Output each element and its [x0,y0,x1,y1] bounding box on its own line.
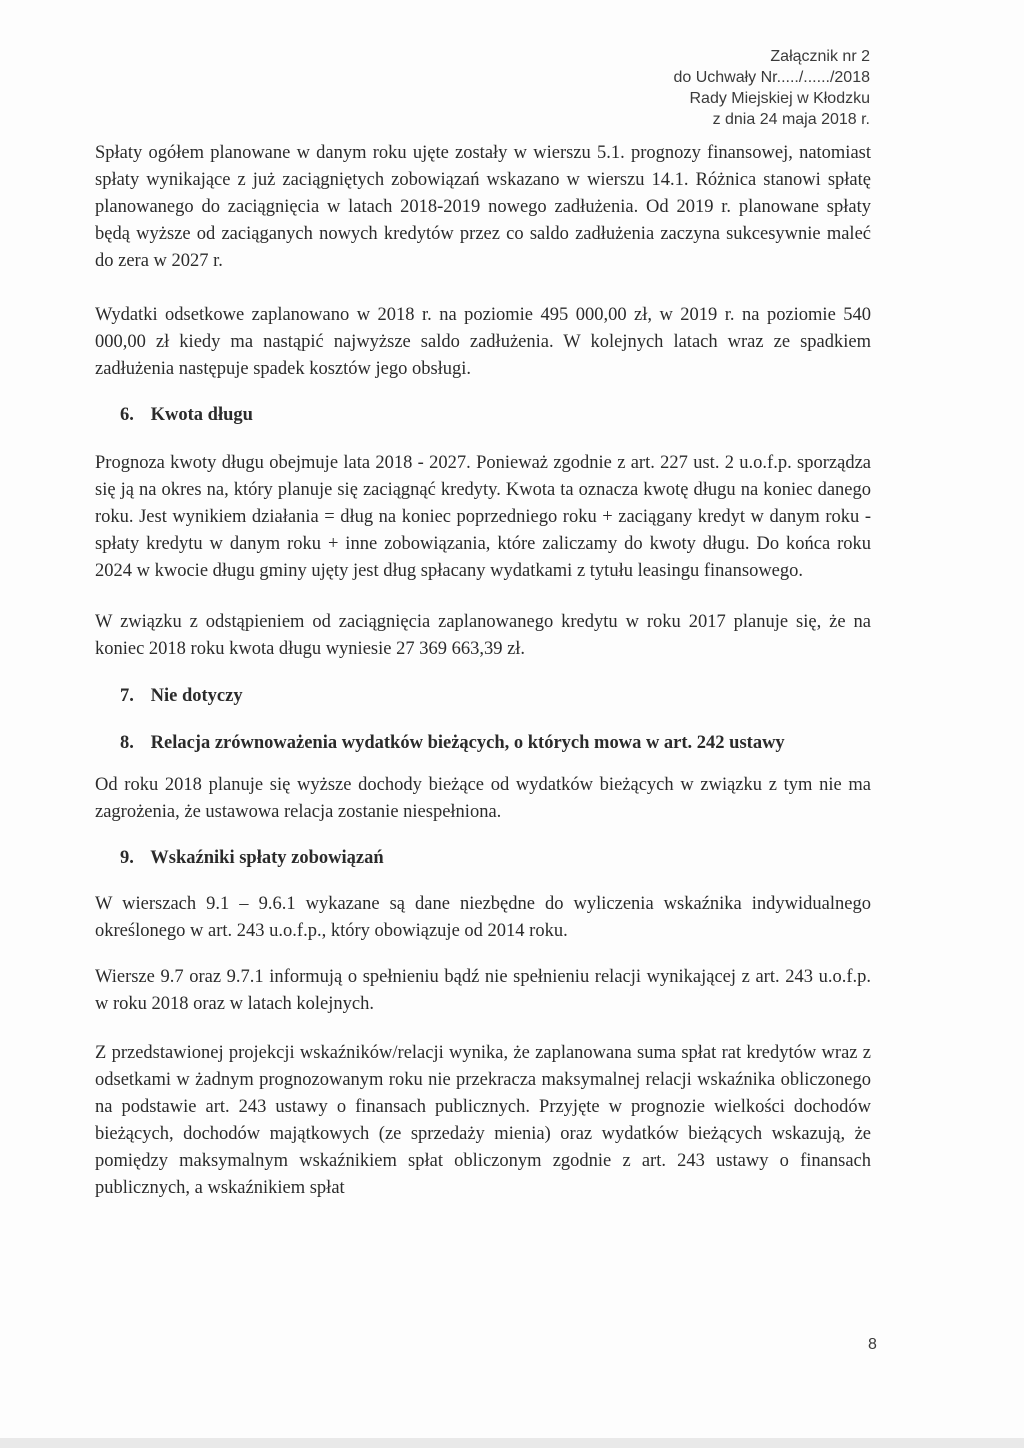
header-line-4: z dnia 24 maja 2018 r. [712,111,870,128]
paragraph-repayments: Spłaty ogółem planowane w danym roku ujęte zostały w wierszu 5.1. prognozy finansowej, natomiast spłaty wynikające z już zaciągniętych zobowiązań wskazano w wierszu 14.1. Różnica stanowi spłatę planowanego do zaciągnięcia w latach 2018-2019 nowego zadłużenia. Od 2019 r. planowane spłaty będą wyższe od zaciąganych nowych kredytów przez co saldo zadłużenia zaczyna sukcesywnie maleć do zera w 2027 r. [95,143,871,271]
paragraph-debt-forecast: Prognoza kwoty długu obejmuje lata 2018 - 2027. Ponieważ zgodnie z art. 227 ust. 2 u.o.f.p. sporządza się ją na okres na, który planuje się zaciągnąć kredyty. Kwota ta oznacza kwotę długu na koniec danego roku. Jest wynikiem działania = dług na koniec poprzedniego roku + zaciągany kredyt w danym roku - spłaty kredytu w danym roku + inne zobowiązania, które zaliczamy do kwoty długu. Do końca roku 2024 w kwocie długu gminy ujęty jest dług spłacany wydatkami z tytułu leasingu finansowego. [95,453,871,581]
paragraph-rows-9-7: Wiersze 9.7 oraz 9.7.1 informują o spełnieniu bądź nie spełnieniu relacji wynikającej z art. 243 u.o.f.p. w roku 2018 oraz w latach kolejnych. [95,967,871,1014]
paragraph-rows-9: W wierszach 9.1 – 9.6.1 wykazane są dane niezbędne do wyliczenia wskaźnika indywidualnego określonego w art. 243 u.o.f.p., który obowiązuje od 2014 roku. [95,894,871,941]
section-title: Relacja zrównoważenia wydatków bieżących, o których mowa w art. 242 ustawy [150,733,785,753]
paragraph-projection: Z przedstawionej projekcji wskaźników/relacji wynika, że zaplanowana suma spłat rat kredytów wraz z odsetkami w żadnym prognozowanym roku nie przekracza maksymalnej relacji wskaźnika obliczonego na podstawie art. 243 ustawy o finansach publicznych. Przyjęte w prognozie wielkości dochodów bieżących, dochodów majątkowych (ze sprzedaży mienia) oraz wydatków bieżących wskazują, że pomiędzy maksymalnym wskaźnikiem spłat obliczonym zgodnie z art. 243 ustawy o finansach publicznych, a wskaźnikiem spłat [95,1043,871,1198]
page-number: 8 [868,1336,877,1353]
paragraph-balance: Od roku 2018 planuje się wyższe dochody bieżące od wydatków bieżących w związku z tym nie ma zagrożenia, że ustawowa relacja zostanie niespełniona. [95,775,871,822]
section-title: Nie dotyczy [150,686,243,706]
attachment-header [673,46,870,130]
header-line-3: Rady Miejskiej w Kłodzku [689,90,870,107]
header-line-2: do Uchwały Nr...../....../2018 [673,69,870,86]
section-number: 8. [120,733,134,753]
section-title: Wskaźniki spłaty zobowiązań [150,848,384,868]
paragraph-debt-amount: W związku z odstąpieniem od zaciągnięcia zaplanowanego kredytu w roku 2017 planuje się, że na koniec 2018 roku kwota długu wyniesie 27 369 663,39 zł. [95,612,871,659]
scan-bottom-edge [0,1438,1024,1448]
header-line-1: Załącznik nr 2 [770,48,870,65]
document-body [95,140,871,1202]
section-heading-9 [95,845,871,872]
section-number: 6. [120,405,134,425]
section-heading-7 [95,683,871,710]
section-heading-6 [95,402,871,429]
paragraph-interest: Wydatki odsetkowe zaplanowano w 2018 r. na poziomie 495 000,00 zł, w 2019 r. na poziomie 540 000,00 zł kiedy ma nastąpić najwyższe saldo zadłużenia. W kolejnych latach wraz ze spadkiem zadłużenia następuje spadek kosztów jego obsługi. [95,305,871,379]
section-heading-8 [95,730,871,757]
section-number: 9. [120,848,134,868]
section-number: 7. [120,686,134,706]
section-title: Kwota długu [150,405,253,425]
